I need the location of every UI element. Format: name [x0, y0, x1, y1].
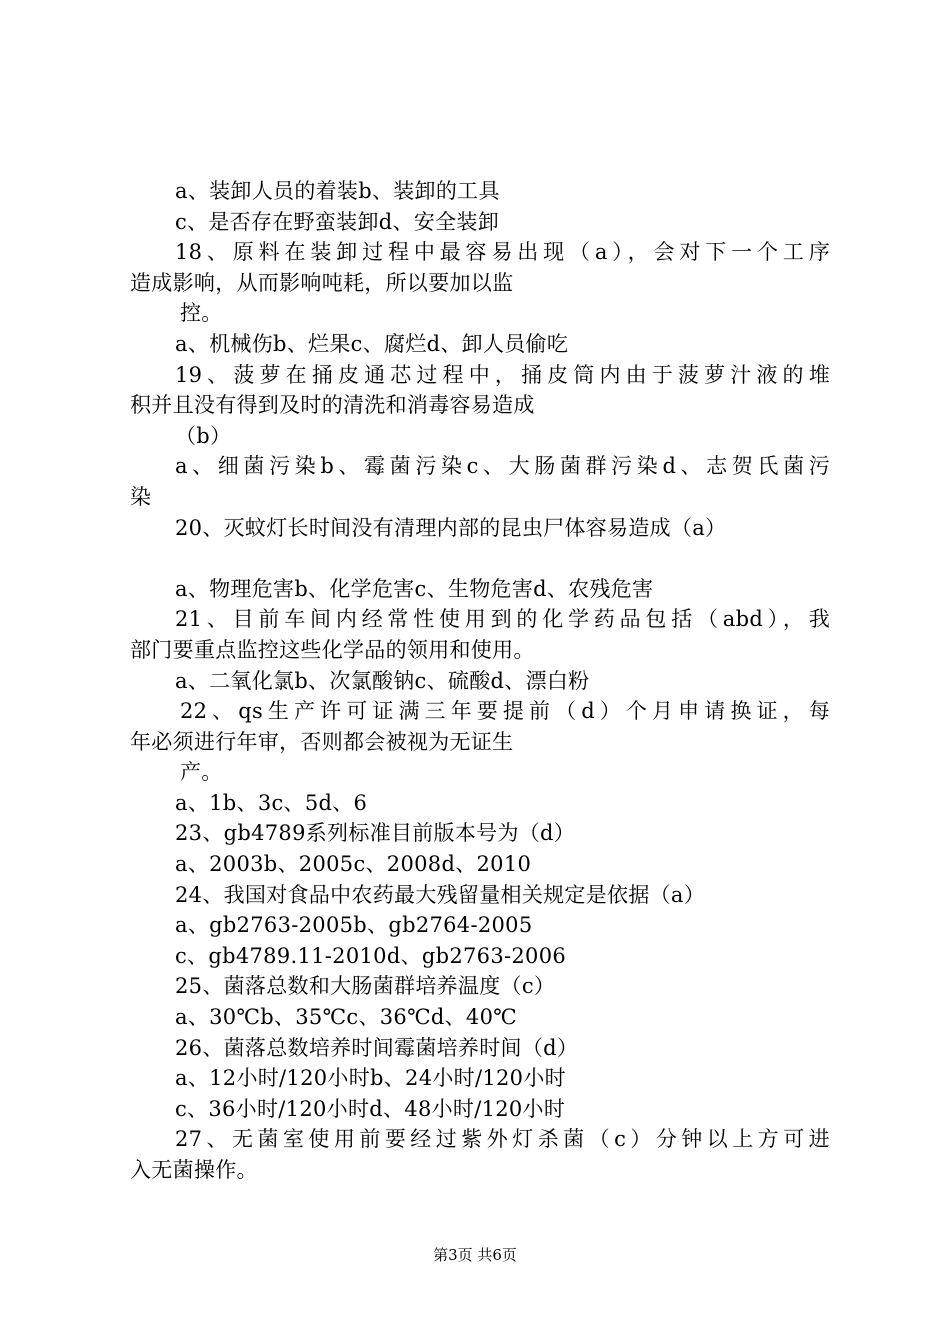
- text-line: a、30℃b、35℃c、36℃d、40℃: [175, 1005, 518, 1030]
- text-line: 19、菠萝在捅皮通芯过程中，捅皮筒内由于菠萝汁液的堆: [175, 362, 830, 387]
- text-line: 23、gb4789系列标准目前版本号为（d）: [175, 821, 576, 846]
- text-line: 染: [130, 484, 152, 509]
- text-line: a、机械伤b、烂果c、腐烂d、卸人员偷吃: [175, 331, 569, 356]
- text-line: a、1b、3c、5d、6: [175, 790, 368, 815]
- text-line: a、gb2763-2005b、gb2764-2005: [175, 913, 533, 938]
- text-line: a、12小时/120小时b、24小时/120小时: [175, 1066, 566, 1091]
- text-line: 20、灭蚊灯长时间没有清理内部的昆虫尸体容易造成（a）: [175, 515, 727, 540]
- document-body: [130, 176, 830, 1186]
- text-line: a、物理危害b、化学危害c、生物危害d、农残危害: [175, 576, 654, 601]
- text-line: 21、目前车间内经常性使用到的化学药品包括（abd），我: [175, 607, 830, 632]
- text-line: 18、原料在装卸过程中最容易出现（a），会对下一个工序: [175, 240, 830, 265]
- text-line: a、2003b、2005c、2008d、2010: [175, 852, 532, 877]
- page-footer: 第3页 共6页: [433, 1246, 517, 1264]
- text-line: 控。: [180, 301, 223, 326]
- text-line: 22、qs生产许可证满三年要提前（d）个月申请换证，每: [180, 699, 830, 724]
- text-line: 27、无菌室使用前要经过紫外灯杀菌（c）分钟以上方可进: [175, 1127, 830, 1152]
- text-line: 积并且没有得到及时的清洗和消毒容易造成: [130, 393, 535, 418]
- text-line: c、是否存在野蛮装卸d、安全装卸: [175, 209, 500, 234]
- text-line: 年必须进行年审，否则都会被视为无证生: [130, 729, 514, 754]
- text-line: 造成影响，从而影响吨耗，所以要加以监: [130, 270, 514, 295]
- text-line: 24、我国对食品中农药最大残留量相关规定是依据（a）: [175, 882, 706, 907]
- text-line: a、细菌污染b、霉菌污染c、大肠菌群污染d、志贺氏菌污: [175, 454, 830, 479]
- text-line: c、gb4789.11-2010d、gb2763-2006: [175, 943, 567, 968]
- text-line: a、二氧化氯b、次氯酸钠c、硫酸d、漂白粉: [175, 668, 590, 693]
- text-line: 部门要重点监控这些化学品的领用和使用。: [130, 637, 535, 662]
- text-line: 入无菌操作。: [130, 1158, 258, 1182]
- blank-line: [130, 543, 830, 574]
- text-line: 25、菌落总数和大肠菌群培养温度（c）: [175, 974, 556, 999]
- text-line: a、装卸人员的着装b、装卸的工具: [175, 179, 500, 203]
- text-line: （b）: [175, 423, 232, 448]
- text-line: 产。: [180, 760, 223, 785]
- text-line: c、36小时/120小时d、48小时/120小时: [175, 1096, 566, 1121]
- text-line: 26、菌落总数培养时间霉菌培养时间（d）: [175, 1035, 579, 1060]
